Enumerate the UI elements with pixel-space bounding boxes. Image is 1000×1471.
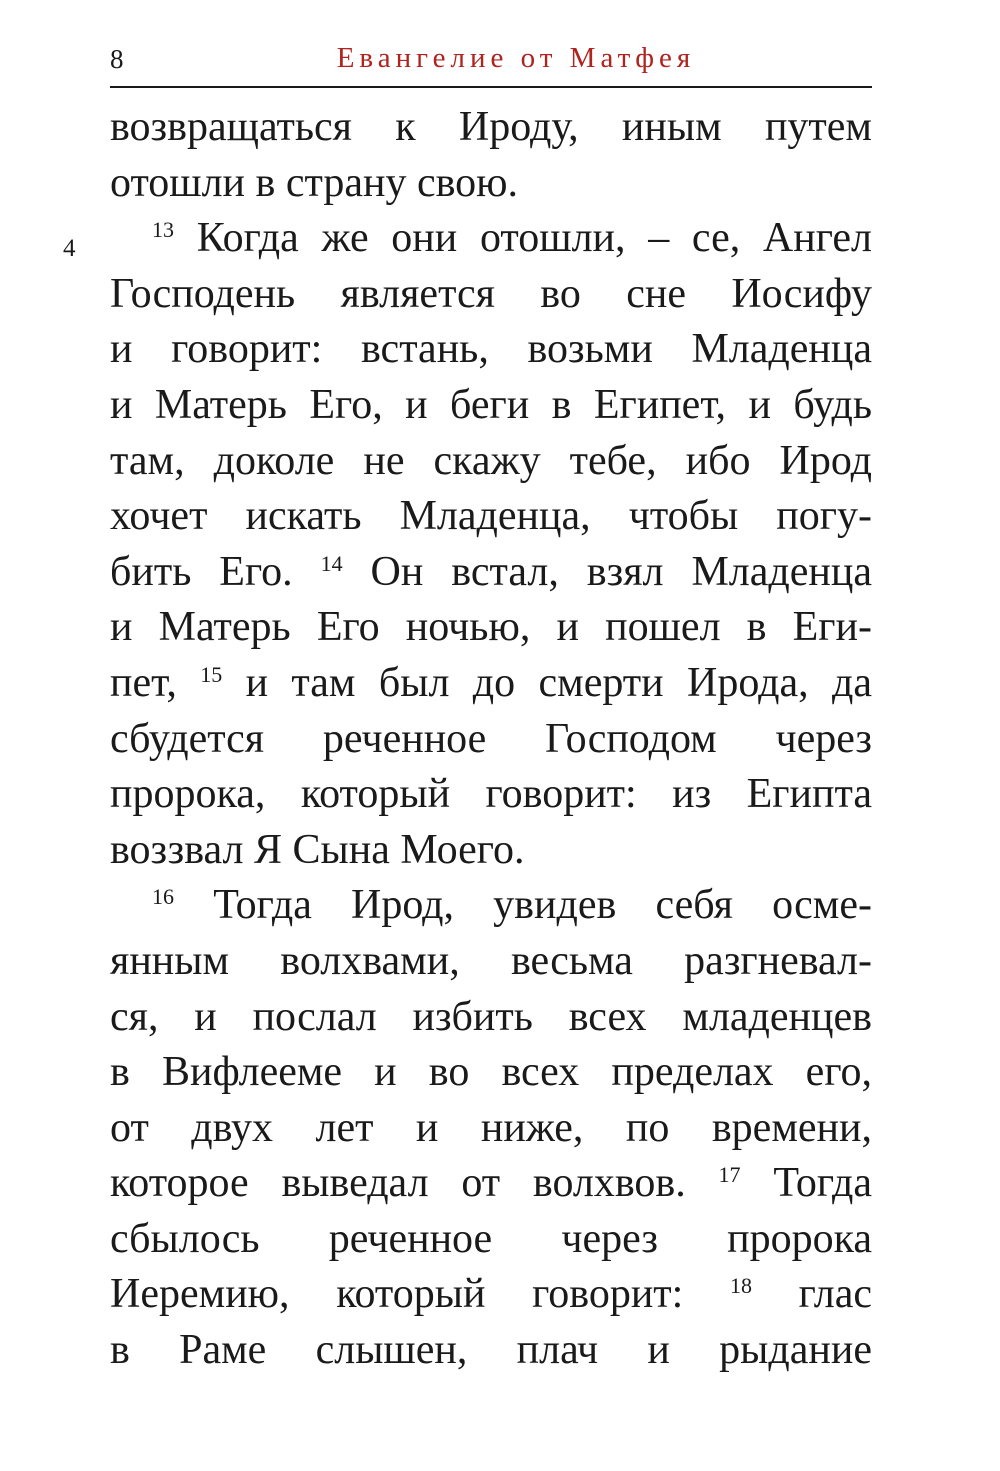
body-text [110,100,872,1379]
running-title: Евангелие от Матфея [336,42,696,74]
text-line: $^{16}$ Тогда Ирод, увидев себя осме- [152,882,872,929]
text-line: возвращаться к Ироду, иным путем [110,104,872,150]
text-line: хочет искать Младенца, чтобы погу- [110,493,872,540]
text-line: пророка, который говорит: из Египта [110,771,872,818]
verse-number: 13 [152,217,174,243]
text-line: воззвал Я Сына Моего. [110,826,525,873]
text-line: сбудется реченное Господом через [110,715,872,762]
text-line: бить Его. $^{14}$ Он встал, взял Младенца [110,548,872,595]
text-line: $^{13}$ Когда же они отошли, – се, Ангел [152,215,872,262]
text-line: от двух лет и ниже, по времени, [110,1104,872,1151]
text-line: янным волхвами, весьма разгневал- [110,937,872,984]
text-line: там, доколе не скажу тебе, ибо Ирод [110,437,872,484]
text-line: и Матерь Его, и беги в Египет, и будь [110,381,872,428]
text-line: ся, и послал избить всех младенцев [110,993,872,1040]
verse-number: 18 [729,1273,752,1299]
verse-number: 15 [200,661,223,687]
page-number: 8 [110,44,124,74]
margin-reference-number: 4 [63,235,76,262]
text-line: которое выведал от волхвов. $^{17}$ Тогда [110,1160,872,1207]
verse-number: 17 [718,1162,741,1188]
text-line: Иеремию, который говорит: $^{18}$ глас [110,1271,872,1318]
text-line: отошли в страну свою. [110,159,519,206]
verse-number: 14 [320,550,343,576]
text-line: и Матерь Его ночью, и пошел в Еги- [110,604,872,651]
text-line: в Раме слышен, плач и рыдание [110,1327,872,1374]
verse-number: 16 [152,884,174,910]
text-line: и говорит: встань, возьми Младенца [110,326,872,373]
text-line: в Вифлееме и во всех пределах его, [110,1049,872,1096]
header-rule [110,86,872,88]
text-line: Господень является во сне Иосифу [110,270,872,317]
text-line: сбылось реченное через пророка [110,1215,872,1262]
page-header [110,38,872,88]
text-line: пет, $^{15}$ и там был до смерти Ирода, да [110,659,872,706]
